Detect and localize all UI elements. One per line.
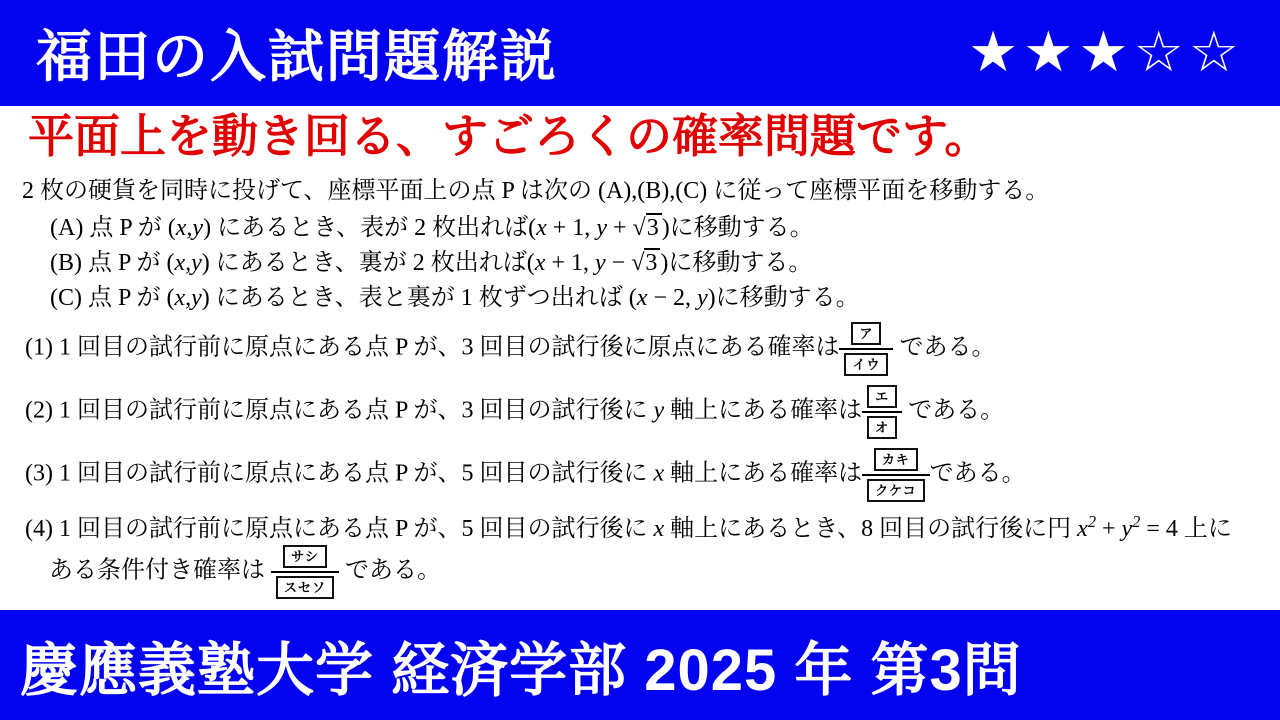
math-variable: y (596, 214, 607, 241)
text-run: である。 (339, 557, 442, 584)
answer-fraction (867, 448, 924, 502)
move-rule-b (50, 246, 1280, 281)
text-run: (3) 1 回目の試行前に原点にある点 P が、5 回目の試行後に (25, 460, 654, 487)
answer-box-denominator: オ (867, 416, 897, 439)
text-run: + (606, 214, 633, 241)
fraction-bar (862, 411, 902, 413)
math-variable: x (534, 249, 546, 276)
text-run: ある条件付き確率は (49, 557, 271, 584)
top-banner (0, 0, 1280, 106)
text-run: (C) 点 P が ( (50, 284, 175, 311)
text-run: ) にあるとき、裏が 2 枚出れば( (201, 249, 535, 276)
math-superscript: 2 (1132, 511, 1141, 531)
text-run: )に移動する。 (661, 214, 814, 241)
exam-source: 慶應義塾大学 経済学部 2025 年 第3問 (20, 638, 1022, 703)
text-run: − (605, 249, 632, 276)
text-run: − 2, (647, 284, 697, 311)
answer-box-numerator: カキ (874, 448, 918, 471)
question-4 (25, 511, 1279, 599)
math-variable: x,y (174, 249, 202, 276)
text-run: 軸上にある確率は (664, 460, 863, 487)
problem-body (0, 169, 1280, 609)
video-subtitle: 平面上を動き回る、すごろくの確率問題です。 (28, 110, 991, 162)
math-variable: x,y (174, 284, 202, 311)
question-3 (25, 448, 1280, 502)
fraction-bar (271, 571, 339, 573)
answer-box-numerator: サシ (283, 545, 327, 568)
question-list (25, 322, 1280, 599)
question-1 (25, 322, 1280, 376)
text-run: である。 (902, 397, 1005, 424)
answer-fraction (867, 385, 897, 439)
text-run: + (1095, 515, 1122, 542)
radical-sign: √ (632, 214, 646, 241)
sqrt-expression (633, 213, 662, 241)
answer-box-denominator: イウ (844, 353, 888, 376)
math-variable: x (536, 214, 547, 241)
math-variable: x,y (175, 214, 204, 241)
text-run: ) にあるとき、表と裏が 1 枚ずつ出れば ( (201, 284, 637, 311)
move-rule-c (50, 281, 1280, 316)
text-run: 軸上にある確率は (664, 397, 863, 424)
problem-intro (22, 175, 1280, 207)
answer-fraction (276, 545, 334, 599)
text-run: (B) 点 P が ( (50, 249, 175, 276)
math-variable: x (1077, 515, 1088, 542)
question-2 (25, 385, 1280, 439)
text-run: (1) 1 回目の試行前に原点にある点 P が、3 回目の試行後に原点にある確率は (25, 334, 840, 361)
answer-box-denominator: クケコ (867, 479, 924, 502)
difficulty-stars: ★★★☆☆ (967, 20, 1244, 85)
radicand: 3 (644, 248, 660, 276)
move-rule-a (50, 211, 1280, 246)
text-run: 2 枚の硬貨を同時に投げて、座標平面上の点 P は次の (A),(B),(C) に従って座標平面を移動する。 (22, 177, 1050, 204)
answer-fraction (844, 322, 888, 376)
text-run: である。 (929, 460, 1026, 487)
answer-box-numerator: エ (867, 385, 897, 408)
text-run: )に移動する。 (707, 284, 860, 311)
text-run: ) にあるとき、表が 2 枚出れば( (203, 214, 537, 241)
text-run: 軸上にあるとき、8 回目の試行後に円 (664, 515, 1078, 542)
math-variable: y (697, 284, 708, 311)
fraction-bar (839, 348, 893, 350)
bottom-banner (0, 610, 1280, 720)
math-variable: y (1121, 515, 1133, 542)
radical-sign: √ (631, 249, 645, 276)
math-variable: y (595, 249, 606, 276)
text-run: + 1, (546, 214, 597, 241)
move-rules (50, 211, 1280, 316)
answer-box-denominator: スセソ (276, 576, 334, 599)
text-run: (A) 点 P が ( (50, 214, 176, 241)
math-variable: x (636, 284, 648, 311)
text-run: (4) 1 回目の試行前に原点にある点 P が、5 回目の試行後に (25, 515, 654, 542)
text-run: )に移動する。 (660, 249, 813, 276)
math-variable: x (653, 460, 665, 487)
math-variable: x (653, 515, 665, 542)
text-run: である。 (893, 334, 996, 361)
channel-title: 福田の入試問題解説 (36, 25, 558, 88)
radicand: 3 (646, 213, 662, 241)
text-run: = 4 上に (1140, 515, 1232, 542)
text-run: + 1, (545, 249, 595, 276)
math-superscript: 2 (1087, 511, 1096, 531)
math-variable: y (653, 397, 665, 424)
fraction-bar (862, 474, 929, 476)
text-run: (2) 1 回目の試行前に原点にある点 P が、3 回目の試行後に (25, 397, 654, 424)
answer-box-numerator: ア (851, 322, 881, 345)
sqrt-expression (631, 248, 660, 276)
